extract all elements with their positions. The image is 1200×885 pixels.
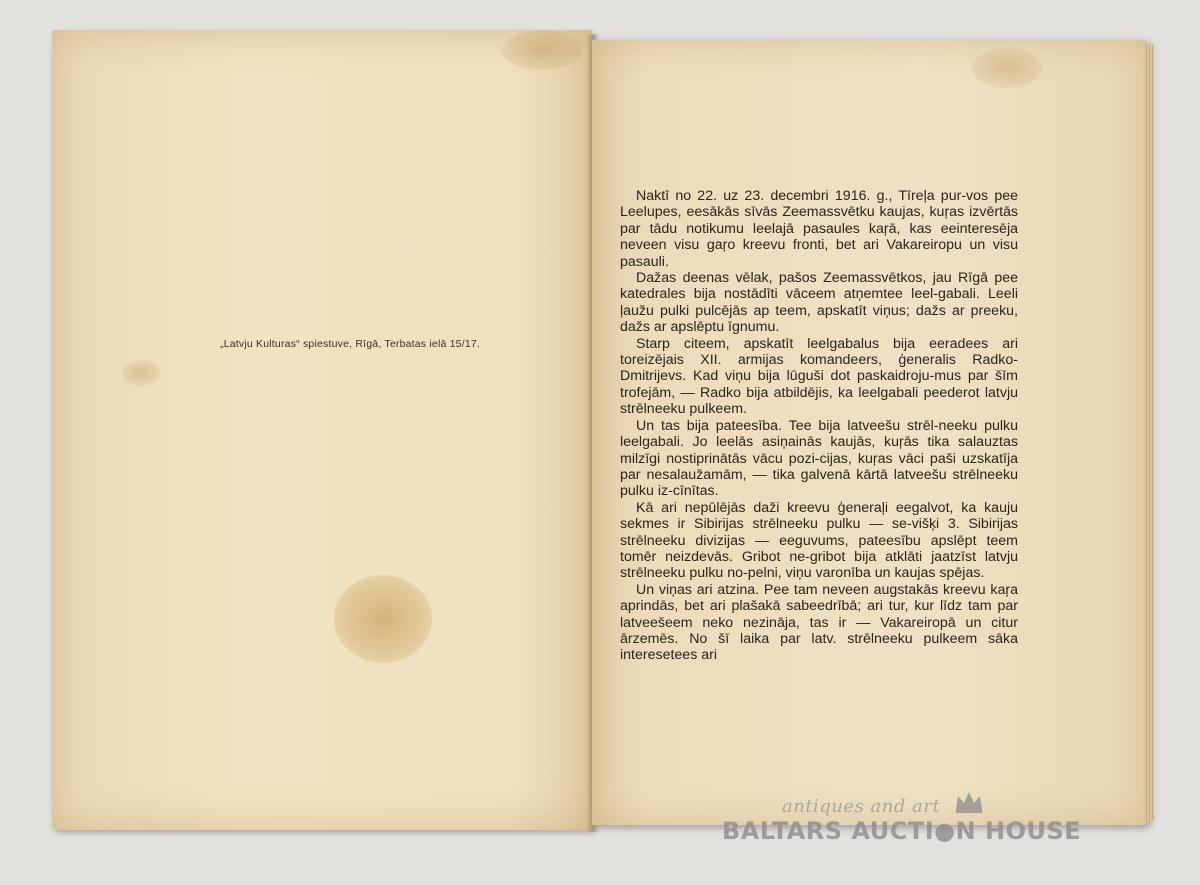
small-stain: [122, 360, 160, 386]
auction-watermark: [722, 790, 1122, 860]
water-stain: [334, 575, 432, 663]
printer-imprint: „Latvju Kulturas“ spiestuve, Rīgā, Terbatas ielā 15/17.: [220, 338, 481, 350]
edge-stain: [972, 48, 1042, 88]
paragraph: Dažas deenas vēlak, pašos Zeemassvētkos, jau Rīgā pee katedrales bija nostādīti vāceem atņemtee leel-gabali. Leeli ļaužu pulki pulcējās ap teem, apskatīt viņus; dažs ar preeku, dažs ar apslēptu īgnumu.: [620, 270, 1018, 336]
page-edges: [1144, 44, 1154, 822]
body-text: [620, 188, 1018, 664]
paragraph: Naktī no 22. uz 23. decembri 1916. g., Tīreļa pur-vos pee Leelupes, eesākās sīvās Zeemassvētku kaujas, kuŗas izvērtās par tādu notikumu leelajā pasaules kaŗā, kas eeinteresēja neveen visu gaŗo kreevu fronti, bet ari Vakareiropu un visu pasauli.: [620, 188, 1018, 270]
watermark-name: BALTARS AUCTI●N HOUSE: [722, 817, 1082, 845]
edge-stain: [502, 30, 582, 70]
paragraph: Kā ari nepūlējās daži kreevu ģeneraļi eegalvot, ka kauju sekmes ir Sibirijas strēlneeku pulku — se-višķi 3. Sibirijas strēlneeku divizijas — eeguvums, pateesību apslēpt teem tomēr neizdevās. Gribot ne-gribot bija atklāti jaatzīst latvju strēlneeku pulku no-pelni, viņu varonība un kaujas spējas.: [620, 499, 1018, 582]
crown-icon: [954, 790, 984, 814]
left-page: [52, 30, 592, 830]
paragraph: Un viņas ari atzina. Pee tam neveen augstakās kreevu kaŗa aprindās, bet ari plašakā sabeedrībā; ari tur, kur līdz tam par latveešeem neko nezināja, tas ir — Vakareiropā un citur ārzemēs. No šī laika par latv. strēlneeku pulkeem sāka interesetees ari: [620, 581, 1018, 664]
watermark-tagline: antiques and art: [782, 796, 941, 817]
right-page: [592, 40, 1148, 825]
paragraph: Un tas bija pateesība. Tee bija latveešu strēl-neeku pulku leelgabali. Jo leelās asiņainās kaujās, kuŗās tika salauztas milzīgi nostiprinātās vācu pozi-cijas, kuŗas vāci paši uzskatīja par nesalaužamām, — tika galvenā kārtā latveešu strēlneeku pulku iz-cīnītas.: [620, 417, 1018, 500]
paragraph: Starp citeem, apskatīt leelgabalus bija eeradees ari toreizējais XII. armijas komandeers, ģeneralis Radko-Dmitrijevs. Kad viņu bija lūguši dot paskaidroju-mus par šīm trofejām, — Radko bija atbildējis, ka leelgabali peederot latvju strēlneeku pulkeem.: [620, 335, 1018, 418]
